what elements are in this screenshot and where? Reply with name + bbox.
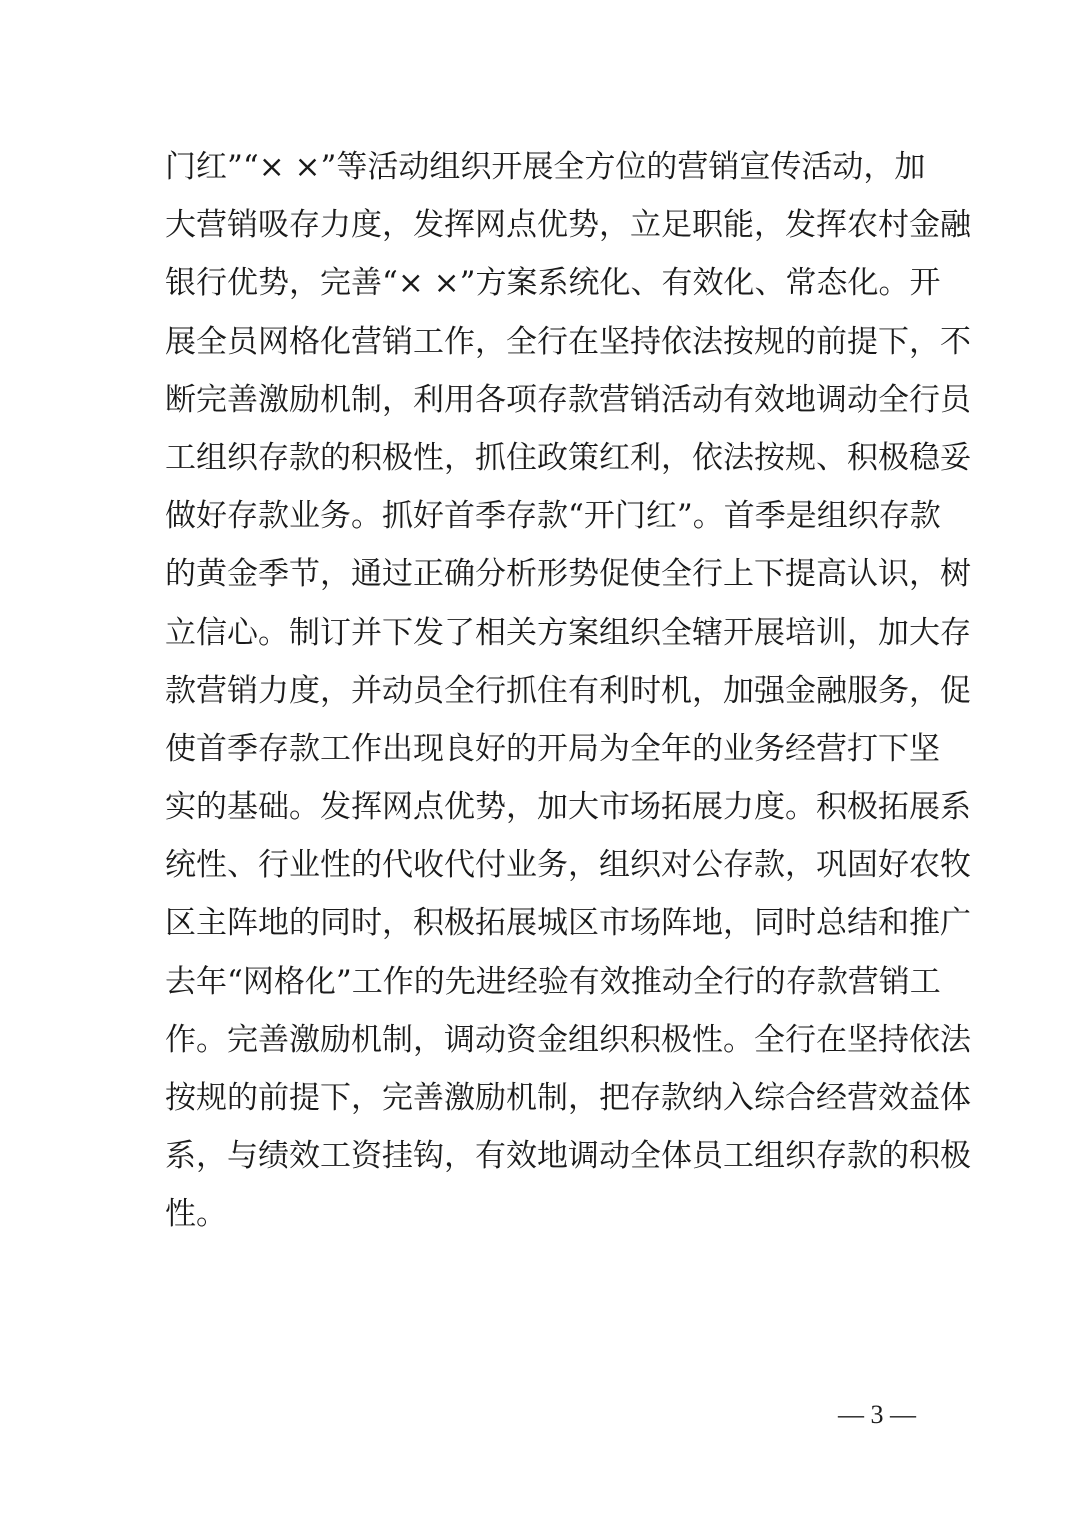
text-line: 工组织存款的积极性，抓住政策红利，依法按规、积极稳妥: [165, 439, 971, 476]
text-line: 门红”“× ×”等活动组织开展全方位的营销宣传活动，加: [165, 149, 926, 185]
text-line: 断完善激励机制，利用各项存款营销活动有效地调动全行员: [165, 381, 971, 418]
text-line: 展全员网格化营销工作，全行在坚持依法按规的前提下，不: [165, 323, 971, 360]
text-line: 作。完善激励机制，调动资金组织积极性。全行在坚持依法: [165, 1021, 971, 1058]
text-line: 去年“网格化”工作的先进经验有效推动全行的存款营销工: [165, 963, 941, 1000]
text-line: 款营销力度，并动员全行抓住有利时机，加强金融服务，促: [165, 672, 971, 709]
text-line: 实的基础。发挥网点优势，加大市场拓展力度。积极拓展系: [165, 789, 971, 826]
text-line: 系，与绩效工资挂钩，有效地调动全体员工组织存款的积极: [165, 1138, 971, 1175]
text-line: 银行优势，完善“× ×”方案系统化、有效化、常态化。开: [165, 265, 941, 302]
text-line: 的黄金季节，通过正确分析形势促使全行上下提高认识，树: [165, 556, 971, 593]
text-line: 性。: [165, 1196, 227, 1233]
text-line: 立信心。制订并下发了相关方案组织全辖开展培训，加大存: [165, 614, 971, 651]
text-line: 做好存款业务。抓好首季存款“开门红”。首季是组织存款: [165, 498, 941, 535]
text-line: 使首季存款工作出现良好的开局为全年的业务经营打下坚: [165, 730, 940, 767]
body-paragraph: [165, 138, 971, 1244]
text-line: 区主阵地的同时，积极拓展城区市场阵地，同时总结和推广: [165, 905, 971, 942]
text-line: 大营销吸存力度，发挥网点优势，立足职能，发挥农村金融: [165, 207, 971, 244]
text-line: 按规的前提下，完善激励机制，把存款纳入综合经营效益体: [165, 1080, 971, 1116]
text-line: 统性、行业性的代收代付业务，组织对公存款，巩固好农牧: [165, 847, 971, 884]
page-number: — 3 —: [838, 1400, 916, 1429]
